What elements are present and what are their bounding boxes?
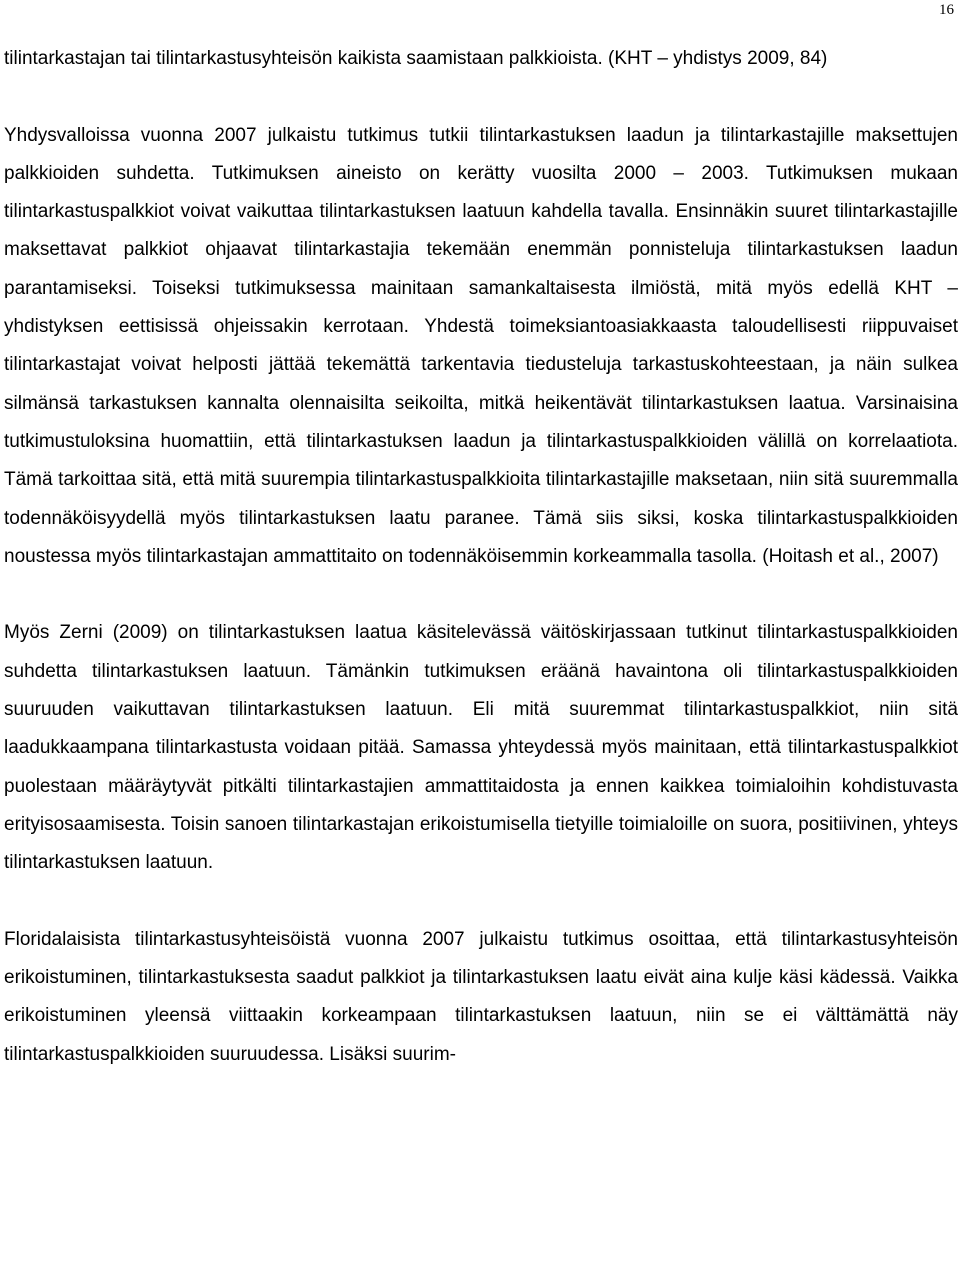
paragraph-4: Floridalaisista tilintarkastusyhteisöistä vuonna 2007 julkaistu tutkimus osoittaa, että tilintarkastusyhteisön erikoistuminen, tilintarkastuksesta saadut palkkiot ja tilintarkastuksen laatu eivät aina kulje käsi kädessä. Vaikka erikoistuminen yleensä viittaakin korkeampaan tilintarkastuksen laatuun, niin se ei välttämättä näy tilintarkastuspalkkioiden suuruudessa. Lisäksi suurim-	[4, 928, 958, 1065]
paragraph-2: Yhdysvalloissa vuonna 2007 julkaistu tutkimus tutkii tilintarkastuksen laadun ja tilintarkastajille maksettujen palkkioiden suhdetta. Tutkimuksen aineisto on kerätty vuosilta 2000 – 2003. Tutkimuksen mukaan tilintarkastuspalkkiot voivat vaikuttaa tilintarkastuksen laatuun kahdella tavalla. Ensinnäkin suuret tilintarkastajille maksettavat palkkiot ohjaavat tilintarkastajia tekemään enemmän ponnisteluja tilintarkastuksen laadun parantamiseksi. Toiseksi tutkimuksessa mainitaan samankaltaisesta ilmiöstä, mitä myös edellä KHT – yhdistyksen eettisissä ohjeissakin kerrotaan. Yhdestä toimeksiantoasiakkaasta taloudellisesti riippuvaiset tilintarkastajat voivat helposti jättää tekemättä tarkentavia tiedusteluja tarkastuskohteestaan, ja näin sulkea silmänsä tarkastuksen kannalta olennaisilta seikoilta, mitkä heikentävät tilintarkastuksen laatua. Varsinaisina tutkimustuloksina huomattiin, että tilintarkastuksen laadun ja tilintarkastuspalkkioiden välillä on korrelaatiota. Tämä tarkoittaa sitä, että mitä suurempia tilintarkastuspalkkioita tilintarkastajille maksetaan, niin sitä suuremmalla todennäköisyydellä myös tilintarkastuksen laatu paranee. Tämä siis siksi, koska tilintarkastuspalkkioiden noustessa myös tilintarkastajan ammattitaito on todennäköisemmin korkeammalla tasolla. (Hoitash et al., 2007)	[4, 124, 958, 567]
page-number: 16	[939, 2, 954, 18]
document-body	[4, 40, 958, 1074]
paragraph-1: tilintarkastajan tai tilintarkastusyhteisön kaikista saamistaan palkkioista. (KHT – yhdistys 2009, 84)	[4, 48, 828, 69]
paragraph-3: Myös Zerni (2009) on tilintarkastuksen laatua käsitelevässä väitöskirjassaan tutkinut tilintarkastuspalkkioiden suhdetta tilintarkastuksen laatuun. Tämänkin tutkimuksen eräänä havaintona oli tilintarkastuspalkkioiden suuruuden vaikuttavan tilintarkastuksen laatuun. Eli mitä suuremmat tilintarkastuspalkkiot, niin sitä laadukkaampana tilintarkastusta voidaan pitää. Samassa yhteydessä myös mainitaan, että tilintarkastuspalkkiot puolestaan määräytyvät pitkälti tilintarkastajien ammattitaidosta ja ennen kaikkea toimialoihin kohdistuvasta erityisosaamisesta. Toisin sanoen tilintarkastajan erikoistumisella tietyille toimialoille on suora, positiivinen, yhteys tilintarkastuksen laatuun.	[4, 622, 958, 874]
